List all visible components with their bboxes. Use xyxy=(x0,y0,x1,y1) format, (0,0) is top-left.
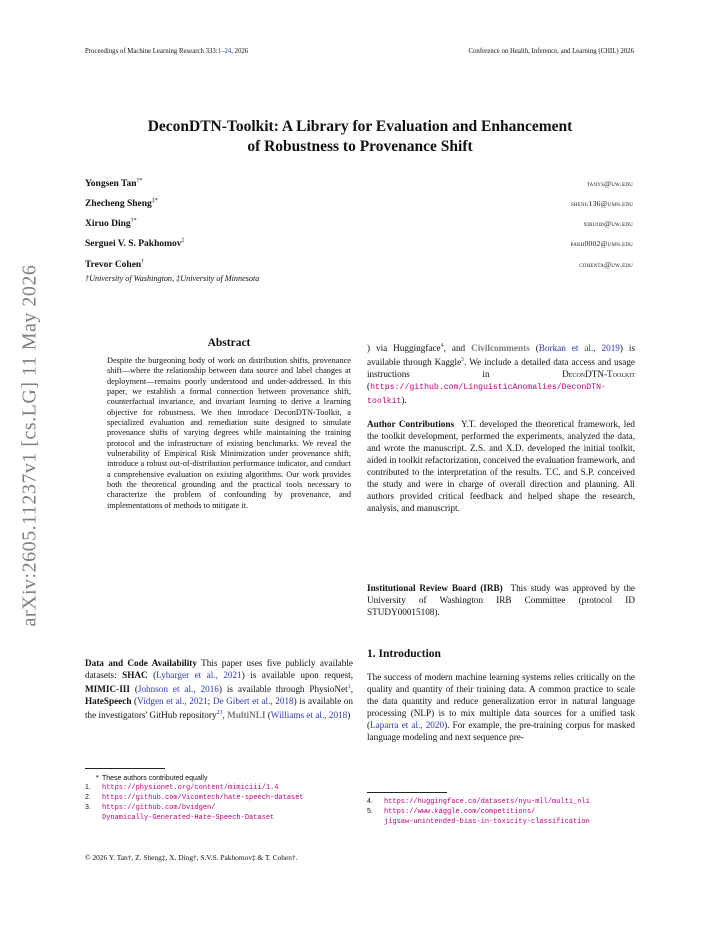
author-email[interactable]: sheng136@umn.edu xyxy=(570,199,633,208)
footnote-url[interactable]: https://github.com/Vicomtech/hate-speech-dataset xyxy=(102,794,304,802)
footnote-url[interactable]: https://huggingface.co/datasets/nyu-mll/multi_nli xyxy=(384,798,590,806)
arxiv-stamp: arXiv:2605.11237v1 [cs.LG] 11 May 2026 xyxy=(18,264,41,627)
abstract-text: Despite the burgeoning body of work on distribution shifts, provenance shift—where the relationship between data source and label changes at deployment—remains poorly understood and under-addressed. In this paper, we establish a formal connection between provenance shift, counterfactual invariance, and invariant learning to derive a learning objective for robustness. We then introduce DeconDTN-Toolkit, a specialized evaluation and remediation suite designed to simulate provenance shifts of varying degrees while maintaining the training protocol and the infrastructure of existing benchmarks. We reveal the vulnerability of Empirical Risk Minimization under provenance shift, introduce a robust out-of-distribution performance indicator, and conduct a comprehensive evaluation on existing algorithms. Our work provides both the theoretical grounding and the practical tools necessary to characterize the problem of confounding by provenance, and implementations of methods to mitigate it. xyxy=(107,356,351,510)
footnote-ref[interactable]: 5 xyxy=(461,357,465,364)
irb-paragraph: Institutional Review Board (IRB) This study was approved by the University of Washington IRB Committee (protocol ID STUDY00015108). xyxy=(367,583,635,617)
introduction-heading: 1. Introduction xyxy=(367,648,441,660)
toolkit-url-link[interactable]: https://github.com/LinguisticAnomalies/DeconDTN-toolkit xyxy=(367,383,606,407)
running-header-right: Conference on Health, Inference, and Learning (CHIL) 2026 xyxy=(468,48,634,55)
author-row: Serguei V. S. Pakhomov‡ pakh0002@umn.edu xyxy=(85,238,633,250)
footnotes-right xyxy=(367,797,637,827)
author-contributions-heading: Author Contributions xyxy=(367,419,455,429)
footnote-ref[interactable]: 23 xyxy=(216,710,223,717)
running-header-left: Proceedings of Machine Learning Research 333:1–24, 2026 xyxy=(85,48,249,55)
footnote-ref[interactable]: 1 xyxy=(347,684,351,690)
footnote-url[interactable]: https://www.kaggle.com/competitions/ xyxy=(384,808,536,816)
footnotes-left xyxy=(85,774,355,823)
footnote-rule xyxy=(85,768,165,769)
citation-link[interactable]: Lybarger et al., 2021 xyxy=(156,670,242,680)
footnote-rule xyxy=(367,792,447,793)
author-email[interactable]: cohenta@uw.edu xyxy=(579,260,633,269)
footnote: 4. https://huggingface.co/datasets/nyu-mll/multi_nli xyxy=(367,798,590,806)
author-row: Xiruo Ding†* xiruod@uw.edu xyxy=(85,218,633,230)
footnote xyxy=(367,817,637,827)
footnote-url[interactable]: jigsaw-unintended-bias-in-toxicity-classification xyxy=(384,818,590,826)
footnote: * These authors contributed equally xyxy=(95,774,208,782)
copyright-footer: © 2026 Y. Tan†, Z. Sheng‡, X. Ding†, S.V.S. Pakhomov‡ & T. Cohen†. xyxy=(85,853,298,862)
data-availability-continued: ) via Huggingface$^4$, and Civilcomments (Borkan et al., 2019) is available through Kaggle$^5$. We include a detailed data access and usage instructions in DeconDTN-Toolkit (https://github.com/LinguisticAnomalies/DeconDTN-toolkit). xyxy=(367,343,636,407)
data-availability-heading: Data and Code Availability xyxy=(85,658,197,668)
paper-title: DeconDTN-Toolkit: A Library for Evaluation and Enhancement of Robustness to Provenance Shift xyxy=(147,118,573,155)
footnote: 1. https://physionet.org/content/mimiciii/1.4 xyxy=(85,784,279,792)
abstract-heading: Abstract xyxy=(207,337,251,349)
introduction-text: The success of modern machine learning systems relies critically on the quality and quantity of their training data. A common practice to scale the data quantity and reduce generalization error in natural language processing (NLP) is to mix multiple data sources for a unified task (Laparra et al., 2020). For example, the pre-training corpus for masked language modeling and next sequence pre- xyxy=(367,672,635,742)
author-row: Yongsen Tan†* tanys@uw.edu xyxy=(85,178,633,190)
citation-link[interactable]: Vidgen et al., 2021 xyxy=(137,696,208,707)
footnote: 2. https://github.com/Vicomtech/hate-speech-dataset xyxy=(85,794,304,802)
author-contributions-paragraph: Author Contributions Y.T. developed the theoretical framework, led the toolkit development, performed the experiments, analyzed the data, and wrote the manuscript. Z.S. and X.D. developed the initial toolkit, aided in toolkit refactorization, conceived the evaluation framework, and contributed to the interpretation of the results. T.C. and S.P. conceived the study and were in charge of overall direction and planning. All authors provided critical feedback and helped shape the research, analysis, and manuscript. xyxy=(367,419,636,513)
footnote-ref[interactable]: 4 xyxy=(440,343,444,349)
footnote-url[interactable]: https://github.com/bvidgen/ xyxy=(102,804,216,812)
citation-link[interactable]: Johnson et al., 2016 xyxy=(137,684,219,695)
citation-link[interactable]: De Gibert et al., 2018 xyxy=(212,696,294,707)
affiliations: †University of Washington, ‡University of Minnesota xyxy=(85,274,260,283)
author-row: Trevor Cohen† cohenta@uw.edu xyxy=(85,259,633,271)
footnote: 5. https://www.kaggle.com/competitions/ xyxy=(367,808,536,816)
page-range-link[interactable]: 1–24 xyxy=(217,48,232,55)
irb-heading: Institutional Review Board (IRB) xyxy=(367,583,503,593)
footnote-url[interactable]: https://physionet.org/content/mimiciii/1.4 xyxy=(102,784,279,792)
footnote: 3. https://github.com/bvidgen/ xyxy=(85,804,216,812)
footnote xyxy=(85,813,355,823)
citation-link[interactable]: Borkan et al., 2019 xyxy=(538,343,620,354)
citation-link[interactable]: Laparra et al., 2020 xyxy=(370,720,445,730)
citation-link[interactable]: Williams et al., 2018 xyxy=(270,710,348,721)
author-email[interactable]: pakh0002@umn.edu xyxy=(570,239,633,248)
footnote-url[interactable]: Dynamically-Generated-Hate-Speech-Dataset xyxy=(102,814,275,822)
data-availability-paragraph: Data and Code Availability This paper uses five publicly available datasets: SHAC (Lybarger et al., 2021) is available upon request, MIMIC-III (Johnson et al., 2016) is available through PhysioNet$^1$, HateSpeech (Vidgen et al., 2021; De Gibert et al., 2018) is available on the investigators' GitHub repository$^{23}$, MultiNLI (Williams et al., 2018) xyxy=(85,658,354,721)
author-email[interactable]: xiruod@uw.edu xyxy=(583,219,633,228)
author-row: Zhecheng Sheng‡* sheng136@umn.edu xyxy=(85,198,633,210)
author-email[interactable]: tanys@uw.edu xyxy=(586,179,633,188)
